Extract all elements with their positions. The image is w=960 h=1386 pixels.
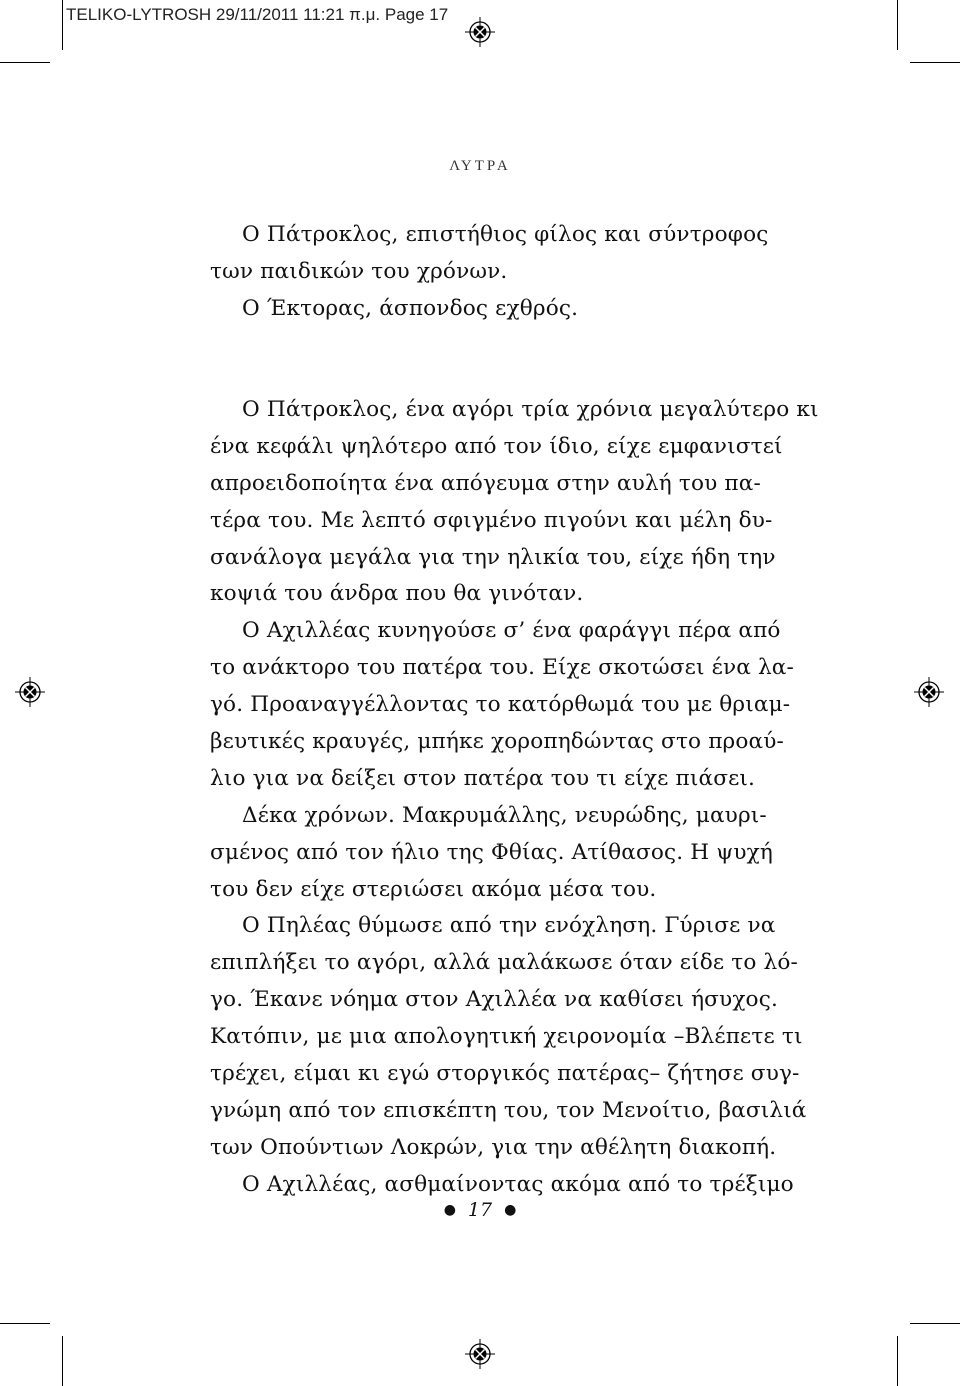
registration-mark-left-icon (15, 677, 45, 707)
text-line: Ο Αχιλλέας κυνηγούσε σ’ ένα φαράγγι πέρα από (242, 618, 781, 644)
text-line: τέρα του. Με λεπτό σφιγμένο πιγούνι και μέλη δυ- (210, 507, 773, 533)
text-line: τρέχει, είμαι κι εγώ στοργικός πατέρας– ζήτησε συγ- (210, 1061, 800, 1087)
text-line: γο. Έκανε νόημα στον Αχιλλέα να καθίσει ήσυχος. (210, 987, 778, 1013)
registration-mark-right-icon (914, 677, 944, 707)
text-line: Ο Αχιλλέας, ασθμαίνοντας ακόμα από το τρέξιμο (242, 1171, 794, 1197)
text-line: Ο Πηλέας θύμωσε από την ενόχληση. Γύρισε να (242, 913, 776, 939)
epigraph-line: των παιδικών του χρόνων. (210, 258, 508, 284)
page-number (0, 1199, 960, 1221)
epigraph-line: Ο Πάτροκλος, επιστήθιος φίλος και σύντροφος (242, 222, 769, 247)
running-head: ΛΥΤΡΑ (449, 158, 511, 174)
text-line: γό. Προαναγγέλλοντας το κατόρθωμά του με θριαμ- (210, 692, 791, 718)
text-line: του δεν είχε στεριώσει ακόμα μέσα του. (210, 876, 657, 902)
registration-mark-top-icon (465, 17, 495, 47)
crop-mark-bottom-left-h (0, 1323, 50, 1324)
bullet-icon: ● (504, 1202, 517, 1218)
registration-mark-bottom-icon (465, 1339, 495, 1369)
crop-mark-bottom-right (897, 1336, 898, 1386)
crop-mark-top-left (62, 0, 63, 50)
epigraph (210, 217, 769, 328)
crop-mark-bottom-left (62, 1336, 63, 1386)
text-line: των Οπούντιων Λοκρών, για την αθέλητη διακοπή. (210, 1134, 777, 1160)
text-line: λιο για να δείξει στον πατέρα του τι είχε πιάσει. (210, 765, 756, 791)
text-line: σανάλογα μεγάλα για την ηλικία του, είχε ήδη την (210, 544, 776, 570)
page-number-value: 17 (467, 1199, 493, 1221)
text-line: σμένος από τον ήλιο της Φθίας. Ατίθασος. Η ψυχή (210, 839, 773, 865)
text-line: ένα κεφάλι ψηλότερο από τον ίδιο, είχε εμφανιστεί (210, 433, 783, 459)
text-line: Κατόπιν, με μια απολογητική χειρονομία –Βλέπετε τι (210, 1024, 803, 1050)
print-slug: TELIKO-LYTROSH 29/11/2011 11:21 π.μ. Page 17 (66, 5, 449, 24)
crop-mark-top-right-h (910, 62, 960, 63)
text-line: κοψιά του άνδρα που θα γινόταν. (210, 581, 584, 607)
text-line: βευτικές κραυγές, μπήκε χοροπηδώντας στο προαύ- (210, 729, 785, 755)
text-line: Δέκα χρόνων. Μακρυμάλλης, νευρώδης, μαυρι- (242, 802, 767, 828)
text-line: γνώμη από τον επισκέπτη του, τον Μενοίτιο, βασιλιά (210, 1097, 807, 1123)
text-line: απροειδοποίητα ένα απόγευμα στην αυλή του πα- (210, 470, 761, 496)
text-line: επιπλήξει το αγόρι, αλλά μαλάκωσε όταν είδε το λό- (210, 950, 798, 976)
bullet-icon: ● (443, 1202, 456, 1218)
body-text (210, 392, 819, 1204)
epigraph-line: Ο Έκτορας, άσπονδος εχθρός. (242, 295, 579, 321)
crop-mark-bottom-right-h (910, 1323, 960, 1324)
text-line: Ο Πάτροκλος, ένα αγόρι τρία χρόνια μεγαλύτερο κι (242, 397, 819, 422)
crop-mark-top-right (897, 0, 898, 50)
text-line: το ανάκτορο του πατέρα του. Είχε σκοτώσει ένα λα- (210, 655, 794, 681)
crop-mark-top-left-h (0, 62, 50, 63)
